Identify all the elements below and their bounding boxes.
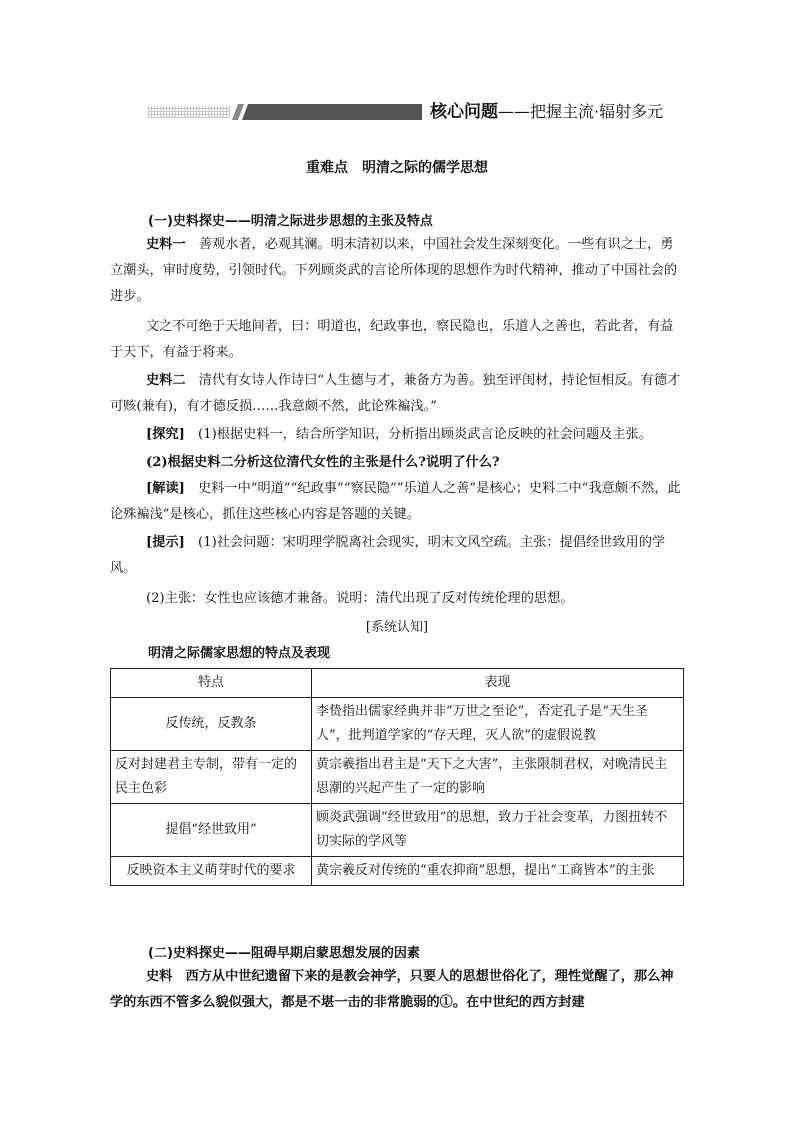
table-cell-feature: 反映资本主义萌芽时代的要求	[111, 857, 312, 886]
system-knowledge-label: [系统认知]	[365, 620, 429, 635]
table-cell-manifestation: 顾炎武强调“经世致用”的思想，致力于社会变革，力图扭转不切实际的学风等	[312, 804, 684, 857]
table-cell-feature: 反对封建君主专制，带有一定的民主色彩	[111, 751, 312, 804]
features-table	[110, 668, 684, 886]
banner-title-rest: ——把握主流·辐射多元	[498, 102, 664, 121]
page-heading: 重难点 明清之际的儒学思想	[306, 160, 488, 176]
banner-title	[430, 100, 663, 124]
explore-text: (1)根据史料一，结合所学知识，分析指出顾炎武言论反映的社会问题及主张。	[184, 427, 652, 442]
table-cell-feature: 提倡“经世致用”	[111, 804, 312, 857]
hint-answer-2: (2)主张：女性也应该德才兼备。说明：清代出现了反对传统伦理的思想。	[146, 591, 574, 606]
table-header-cell: 表现	[312, 669, 684, 698]
gu-yanwu-quote: 文之不可绝于天地间者，曰：明道也，纪政事也，察民隐也，乐道人之善也，若此者，有益于天下，有益于将来。	[110, 319, 674, 360]
section2-title: (二)史料探史——阻碍早期启蒙思想发展的因素	[148, 946, 420, 961]
explore-label: [探究]	[146, 427, 185, 442]
hint-text: (1)社会问题：宋明理学脱离社会现实，明末文风空疏。主张：提倡经世致用的学风。	[110, 535, 666, 576]
source-one-text: 善观水者，必观其澜。明末清初以来，中国社会发生深刻变化。一些有识之士，勇立潮头，审时度势，引领时代。下列顾炎武的言论所体现的思想作为时代精神，推动了中国社会的进步。	[110, 237, 678, 304]
table-row	[111, 751, 684, 804]
section2-source-text: 西方从中世纪遗留下来的是教会神学，只要人的思想世俗化了，理性觉醒了，那么神学的东西不管多么貌似强大，都是不堪一击的非常脆弱的①。在中世纪的西方封建	[110, 969, 674, 1010]
explore-question-2: (2)根据史料二分析这位清代女性的主张是什么?说明了什么?	[146, 455, 500, 470]
table-row	[111, 804, 684, 857]
table-row	[111, 857, 684, 886]
section-banner	[148, 100, 708, 124]
table-cell-manifestation: 黄宗羲指出君主是“天下之大害”，主张限制君权，对晚清民主思潮的兴起产生了一定的影响	[312, 751, 684, 804]
source-two-text: 清代有女诗人作诗曰“人生德与才，兼备方为善。独至评闺材，持论恒相反。有德才可赅(兼有)，有才德反损……我意颇不然，此论殊褊浅。”	[110, 373, 681, 414]
table-header-cell: 特点	[111, 669, 312, 698]
table-cell-manifestation: 李贽指出儒家经典并非“万世之至论”，否定孔子是“天生圣人”，批判道学家的“存天理，灭人欲”的虚假说教	[312, 698, 684, 751]
table-row	[111, 698, 684, 751]
source-one-label: 史料一	[146, 237, 186, 252]
hint-paragraph	[110, 530, 682, 582]
table-header-row	[111, 669, 684, 698]
interpretation-text: 史料一中“明道”“纪政事”“察民隐”“乐道人之善”是核心；史料二中“我意颇不然，此论殊褊浅”是核心，抓住这些核心内容是答题的关键。	[110, 481, 681, 522]
source-two-label: 史料二	[146, 373, 186, 388]
table-caption: 明清之际儒家思想的特点及表现	[148, 646, 331, 661]
interpretation-paragraph	[110, 476, 682, 528]
source-two-paragraph	[110, 368, 682, 420]
banner-title-bold: 核心问题	[430, 102, 498, 122]
banner-dot-pattern	[148, 106, 230, 118]
table-cell-feature: 反传统，反教条	[111, 698, 312, 751]
section1-title: (一)史料探史——明清之际进步思想的主张及特点	[148, 214, 433, 229]
hint-label: [提示]	[146, 535, 185, 550]
section2-source-paragraph	[110, 964, 682, 1016]
explore-question-1	[110, 422, 682, 448]
interpretation-label: [解读]	[146, 481, 185, 496]
section2-source-label: 史料	[146, 969, 173, 984]
source-one-paragraph	[110, 232, 682, 310]
banner-bar-graphic	[232, 104, 422, 120]
table-cell-manifestation: 黄宗羲反对传统的“重农抑商”思想，提出“工商皆本”的主张	[312, 857, 684, 886]
